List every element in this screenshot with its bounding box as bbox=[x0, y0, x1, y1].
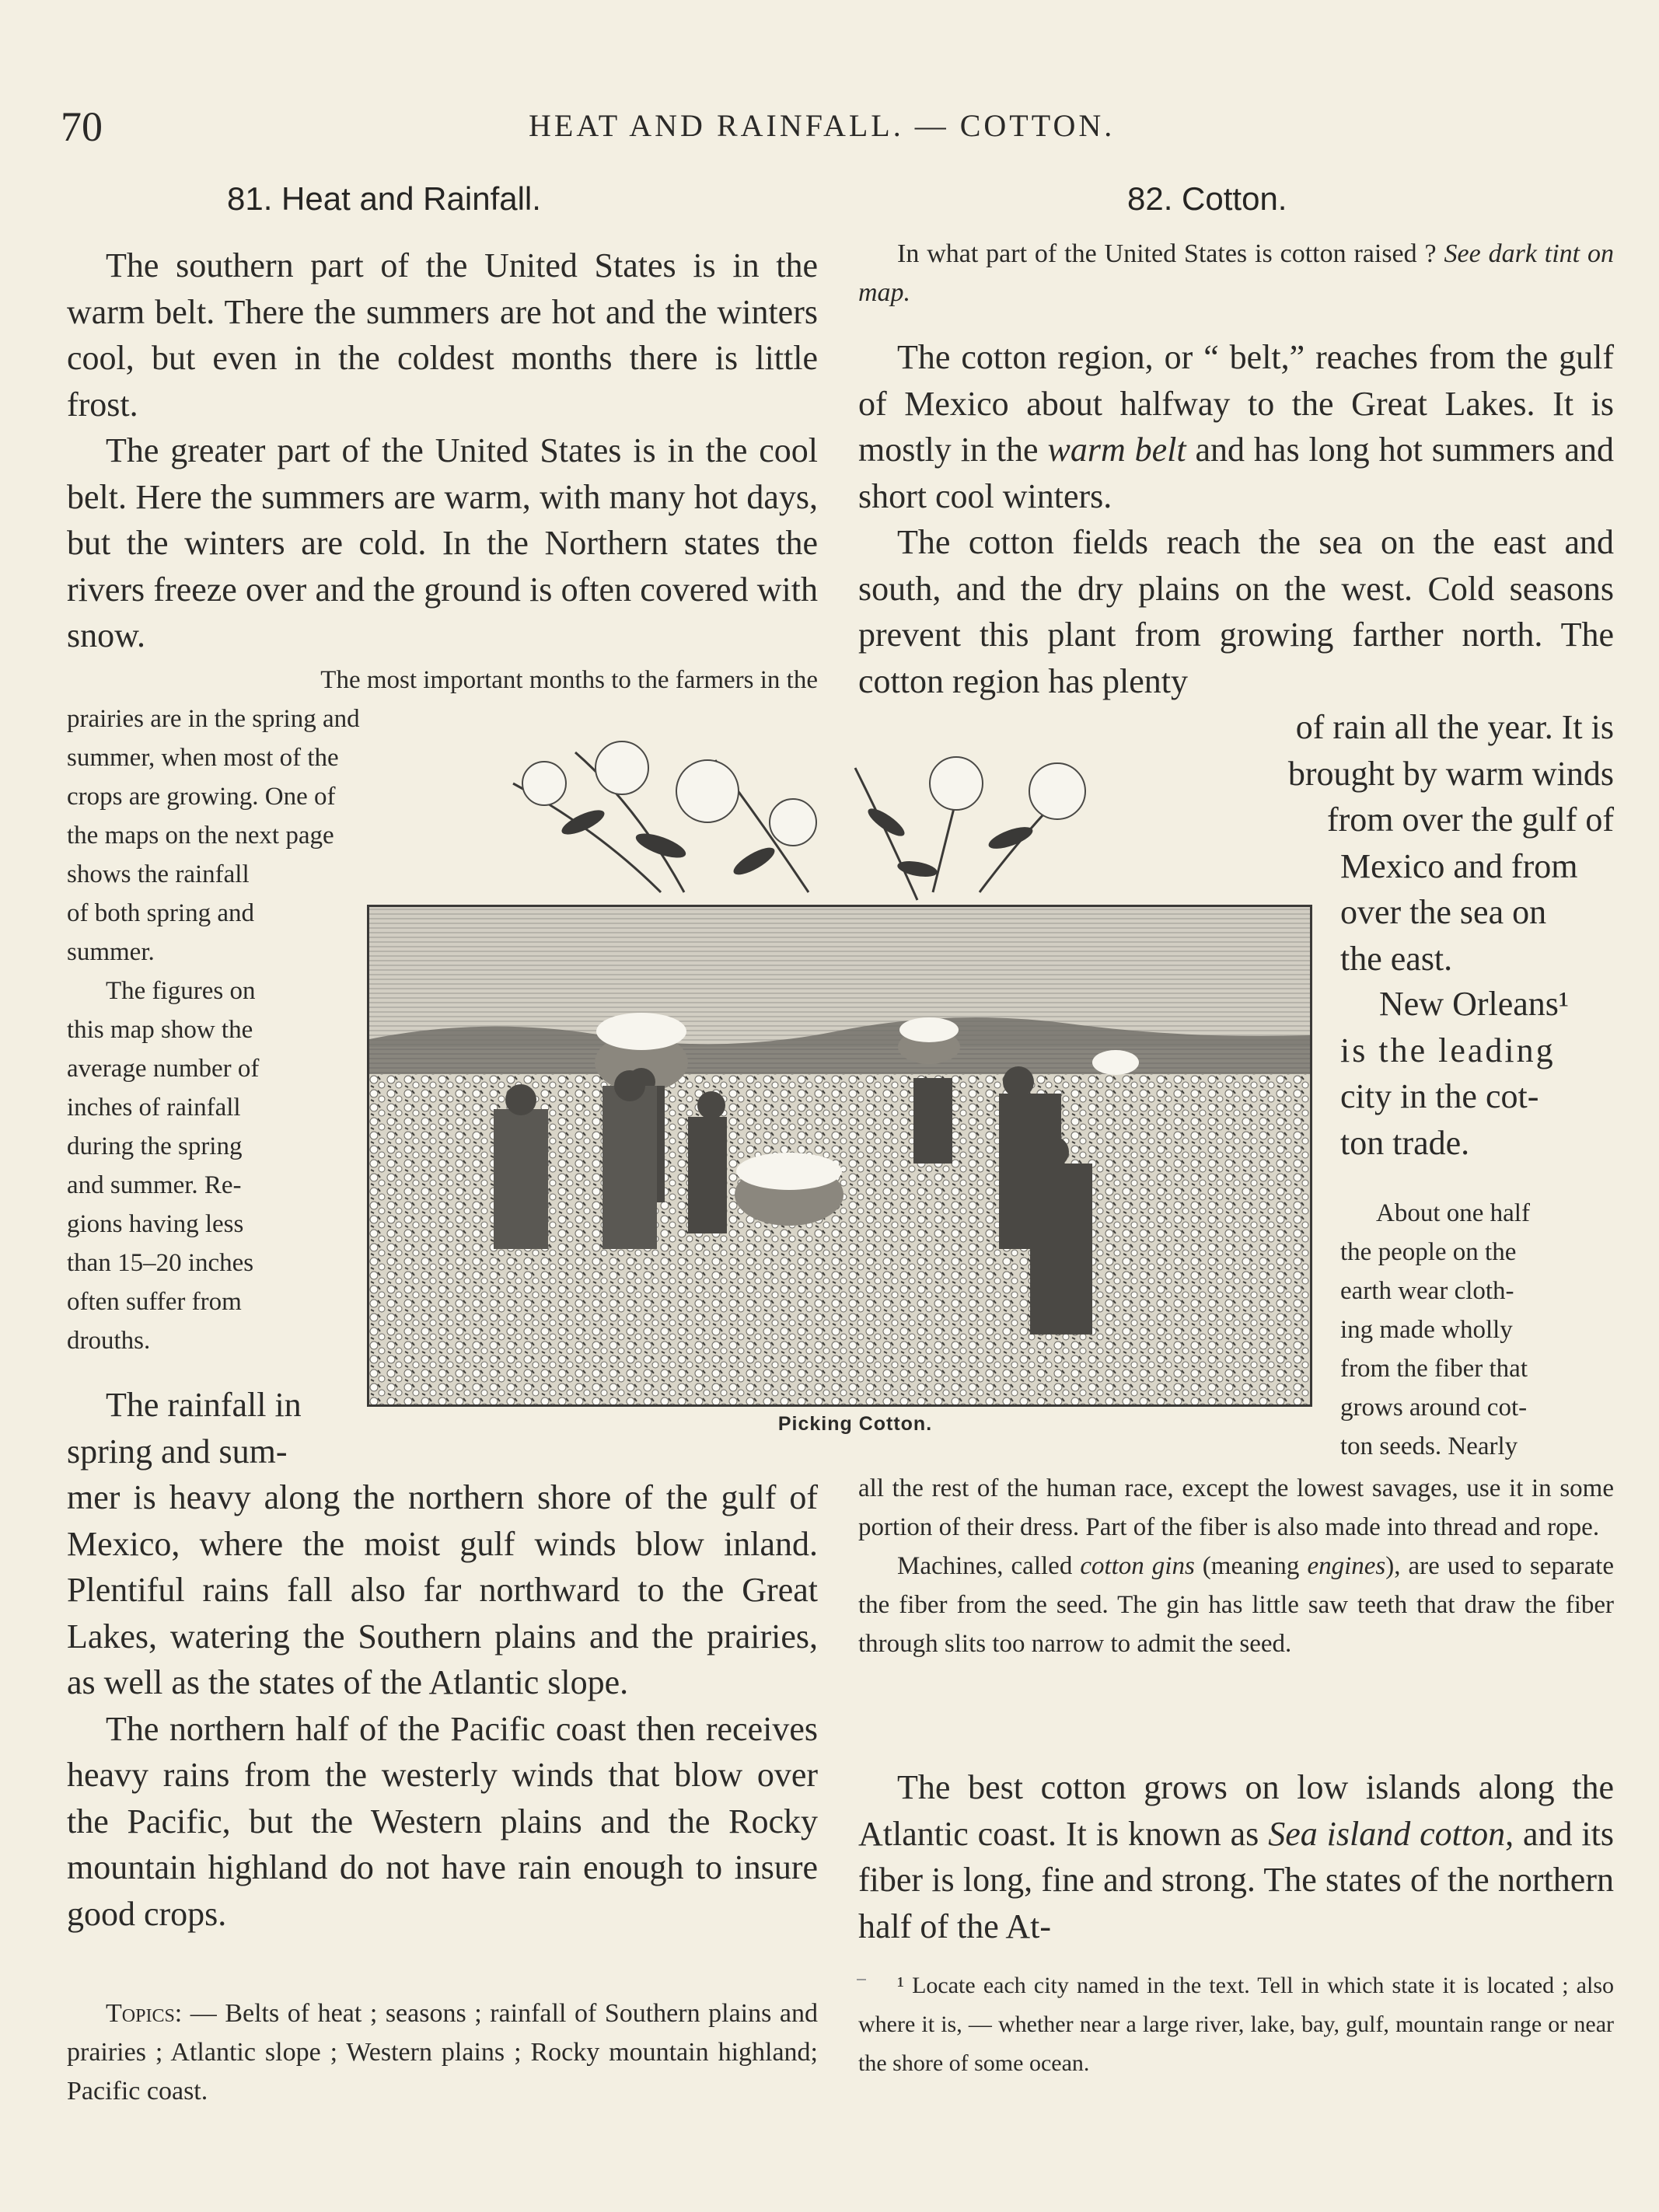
text-run: Machines, called bbox=[897, 1552, 1081, 1580]
new-orleans-paragraph bbox=[1340, 981, 1614, 1166]
question-hint: See dark tint on map. bbox=[858, 239, 1615, 307]
right-column-notes bbox=[858, 1469, 1614, 1663]
note-line: and summer. Re- bbox=[67, 1171, 242, 1199]
emphasis-warm-belt: warm belt bbox=[1047, 431, 1186, 469]
cloth-note-lines bbox=[1340, 1194, 1614, 1466]
right-column-upper bbox=[858, 334, 1614, 704]
text-line: ton trade. bbox=[1340, 1123, 1470, 1162]
emphasis-engines: engines bbox=[1307, 1552, 1386, 1580]
section-81-heading: 81. Heat and Rainfall. bbox=[227, 180, 541, 217]
text-line: Mexico and from bbox=[1340, 846, 1578, 885]
footnote-text: ¹ Locate each city named in the text. Tell in which state it is located ; also where it is, — whether near a large river, lake, bay, gulf, mountain range or near the shore of some ocean. bbox=[858, 1973, 1614, 2076]
paragraph-cool-belt: The greater part of the United States is in the cool belt. Here the summers are warm, with many hot days, but the winters are cold. In the Northern states the rivers freeze over and the ground is often covered with snow. bbox=[67, 431, 818, 654]
figure-caption: Picking Cotton. bbox=[777, 1413, 933, 1435]
note-line: gions having less bbox=[67, 1210, 244, 1238]
text-line: New Orleans¹ bbox=[1379, 985, 1570, 1023]
note-line: often suffer from bbox=[67, 1288, 242, 1316]
topics-list bbox=[67, 1994, 818, 2111]
text-run: and has long hot summers and short cool winters. bbox=[858, 431, 1614, 515]
note-line: grows around cot- bbox=[1340, 1394, 1528, 1422]
paragraph-sea-island bbox=[858, 1764, 1614, 1949]
text-line: is the leading bbox=[1340, 1031, 1556, 1069]
footnote bbox=[858, 1966, 1614, 2083]
note-line: ton seeds. Nearly bbox=[1340, 1432, 1518, 1460]
text-line: The rainfall in bbox=[106, 1386, 302, 1424]
left-column-upper bbox=[67, 242, 818, 659]
rainfall-paragraph-start bbox=[67, 1382, 362, 1474]
paragraph-warm-belt: The southern part of the United States is in the warm belt. There the summers are hot and the winters cool, but even in the coldest months there is little frost. bbox=[67, 246, 818, 424]
text-run: (meaning bbox=[1194, 1552, 1308, 1580]
emphasis-sea-island-cotton: Sea island cotton bbox=[1268, 1814, 1506, 1853]
text-run: The best cotton grows on low islands along the Atlantic coast. It is known as bbox=[858, 1768, 1614, 1853]
text-line: of rain all the year. It is bbox=[1295, 708, 1614, 746]
rainfall-figures-note bbox=[67, 972, 347, 1360]
note-line: crops are growing. One of bbox=[67, 783, 336, 811]
note-line: inches of rainfall bbox=[67, 1094, 241, 1122]
running-title: HEAT AND RAINFALL. — COTTON. bbox=[529, 108, 1116, 143]
text-line: brought by warm winds bbox=[1287, 754, 1614, 793]
question-text: In what part of the United States is cotton raised ? bbox=[897, 239, 1437, 268]
text-run: ), are used to separate the fiber from the seed. The gin has little saw teeth that draw the fiber through slits too narrow to admit the seed. bbox=[858, 1552, 1614, 1658]
farmers-note-first-line: The most important months to the farmers in the bbox=[320, 666, 818, 694]
note-cotton-gins bbox=[858, 1547, 1614, 1663]
text-line: spring and sum- bbox=[67, 1432, 288, 1471]
section-82-heading: 82. Cotton. bbox=[1127, 180, 1287, 217]
note-line: About one half bbox=[1376, 1199, 1530, 1227]
note-line: The figures on bbox=[106, 977, 256, 1005]
text-line: from over the gulf of bbox=[1327, 801, 1614, 839]
note-human-race: all the rest of the human race, except the lowest savages, use it in some portion of their dress. Part of the fiber is also made into thread and rope. bbox=[858, 1474, 1614, 1541]
note-line: of both spring and bbox=[67, 899, 255, 927]
text-line: over the sea on bbox=[1340, 893, 1547, 931]
paragraph-rainfall: mer is heavy along the northern shore of the gulf of Mexico, where the moist gulf winds blow inland. Plentiful rains fall also far northward to the Great Lakes, watering the Southern plains and the prairies, as well as the states of the Atlantic slope. bbox=[67, 1478, 818, 1701]
topics-text: : — Belts of heat ; seasons ; rainfall of Southern plains and prairies ; Atlantic slope ; Western plains ; Rocky mountain highland; Pacific coast. bbox=[67, 1999, 818, 2106]
left-column-lower bbox=[67, 1474, 818, 1937]
note-line: this map show the bbox=[67, 1016, 253, 1044]
text-run: The cotton region, or “ belt,” reaches from the gulf of Mexico about halfway to the Great Lakes. It is mostly in the bbox=[858, 338, 1614, 469]
note-line: the maps on the next page bbox=[67, 822, 334, 850]
page-number: 70 bbox=[61, 103, 103, 150]
note-line: drouths. bbox=[67, 1327, 151, 1355]
note-line: earth wear cloth- bbox=[1340, 1277, 1514, 1305]
paragraph-pacific: The northern half of the Pacific coast then receives heavy rains from the westerly winds that blow over the Pacific, but the Western plains and the Rocky mountain highland do not have rain enough to insure good crops. bbox=[67, 1709, 818, 1933]
text-line: city in the cot- bbox=[1340, 1077, 1539, 1115]
note-line: the people on the bbox=[1340, 1238, 1517, 1266]
note-line: shows the rainfall bbox=[67, 860, 250, 888]
cotton-branches-illustration bbox=[482, 737, 1182, 908]
note-line: prairies are in the spring and bbox=[67, 705, 360, 733]
topics-label: Topics bbox=[106, 1999, 175, 2028]
paragraph-cotton-region bbox=[858, 334, 1614, 519]
picking-cotton-illustration bbox=[367, 905, 1312, 1407]
note-line: summer. bbox=[67, 938, 155, 966]
note-line: than 15–20 inches bbox=[67, 1249, 254, 1277]
emphasis-cotton-gins: cotton gins bbox=[1080, 1552, 1195, 1580]
note-line: ing made wholly bbox=[1340, 1316, 1513, 1344]
note-line: average number of bbox=[67, 1055, 260, 1083]
paragraph-cotton-fields: The cotton fields reach the sea on the east and south, and the dry plains on the west. Cold seasons prevent this plant from growing farther north. The cotton region has plenty bbox=[858, 523, 1614, 700]
cotton-question bbox=[858, 235, 1614, 312]
note-line: from the fiber that bbox=[1340, 1355, 1528, 1383]
note-line: during the spring bbox=[67, 1132, 243, 1160]
text-run: , and its fiber is long, fine and strong. The states of the northern half of the At- bbox=[858, 1814, 1614, 1945]
right-column-lower bbox=[858, 1764, 1614, 1949]
text-line: the east. bbox=[1340, 939, 1453, 978]
note-line: summer, when most of the bbox=[67, 744, 339, 772]
